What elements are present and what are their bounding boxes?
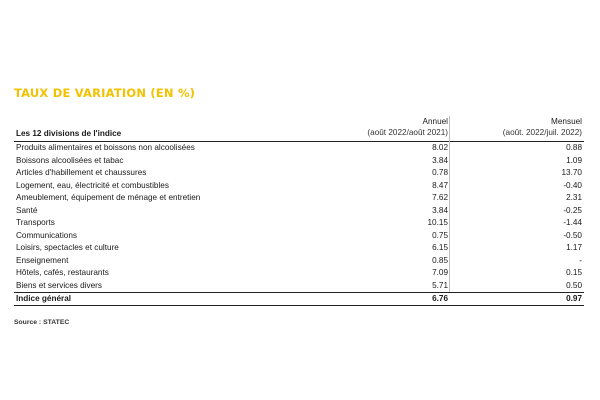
header-annual-period: (août 2022/août 2021) [367,128,448,137]
row-monthly: -1.44 [563,218,582,227]
table-row [14,217,584,230]
row-label: Logement, eau, électricité et combustibles [16,180,169,190]
header-monthly [452,116,582,138]
total-monthly: 0.97 [566,294,582,303]
table-header [14,112,584,142]
row-annual: 3.84 [432,205,448,215]
table-row [14,142,584,155]
total-label: Indice général [16,294,72,303]
row-label: Biens et services divers [16,280,103,290]
row-label: Produits alimentaires et boissons non alcoolisées [16,143,195,152]
row-label: Communications [16,230,77,240]
table-row [14,267,584,280]
table-row [14,230,584,243]
table-row [14,205,584,218]
row-annual: 7.62 [432,193,448,202]
row-annual: 0.75 [432,230,448,240]
table-row [14,167,584,180]
row-monthly: -0.50 [563,230,582,240]
table-row [14,280,584,293]
table-row [14,192,584,205]
row-label: Articles d'habillement et chaussures [16,168,147,177]
row-label: Hôtels, cafés, restaurants [16,268,109,277]
row-label: Santé [16,205,38,215]
row-label: Ameublement, équipement de ménage et entretien [16,193,201,202]
header-annual [308,116,448,138]
row-annual: 8.02 [432,143,448,152]
row-annual: 10.15 [427,218,448,227]
row-annual: 0.85 [432,255,448,265]
header-divisions-label: Les 12 divisions de l'indice [16,129,122,138]
page-title: TAUX DE VARIATION (EN %) [14,86,196,100]
row-label: Transports [16,218,55,227]
row-annual: 3.84 [432,155,448,165]
variation-table [14,112,584,306]
table-row [14,255,584,268]
row-monthly: 1.17 [566,243,582,252]
row-monthly: 0.15 [566,268,582,277]
row-monthly: 1.09 [566,155,582,165]
row-annual: 7.09 [432,268,448,277]
table-row [14,180,584,193]
table-body [14,142,584,292]
row-monthly: -0.40 [563,180,582,190]
row-annual: 6.15 [432,243,448,252]
header-monthly-title: Mensuel [551,117,582,126]
table-row [14,155,584,168]
row-monthly: -0.25 [563,205,582,215]
row-monthly: 0.50 [566,280,582,290]
row-annual: 0.78 [432,168,448,177]
row-monthly: - [579,255,582,265]
row-monthly: 13.70 [561,168,582,177]
total-annual: 6.76 [432,294,448,303]
row-annual: 5.71 [432,280,448,290]
row-annual: 8.47 [432,180,448,190]
row-label: Enseignement [16,255,69,265]
row-label: Boissons alcoolisées et tabac [16,155,124,165]
source-note: Source : STATEC [14,319,70,326]
header-monthly-period: (août. 2022/juil. 2022) [502,128,582,137]
header-annual-title: Annuel [422,117,448,126]
row-monthly: 2.31 [566,193,582,202]
total-row [14,292,584,306]
table-row [14,242,584,255]
row-monthly: 0.88 [566,143,582,152]
column-divider [449,116,450,143]
row-label: Loisirs, spectacles et culture [16,243,119,252]
